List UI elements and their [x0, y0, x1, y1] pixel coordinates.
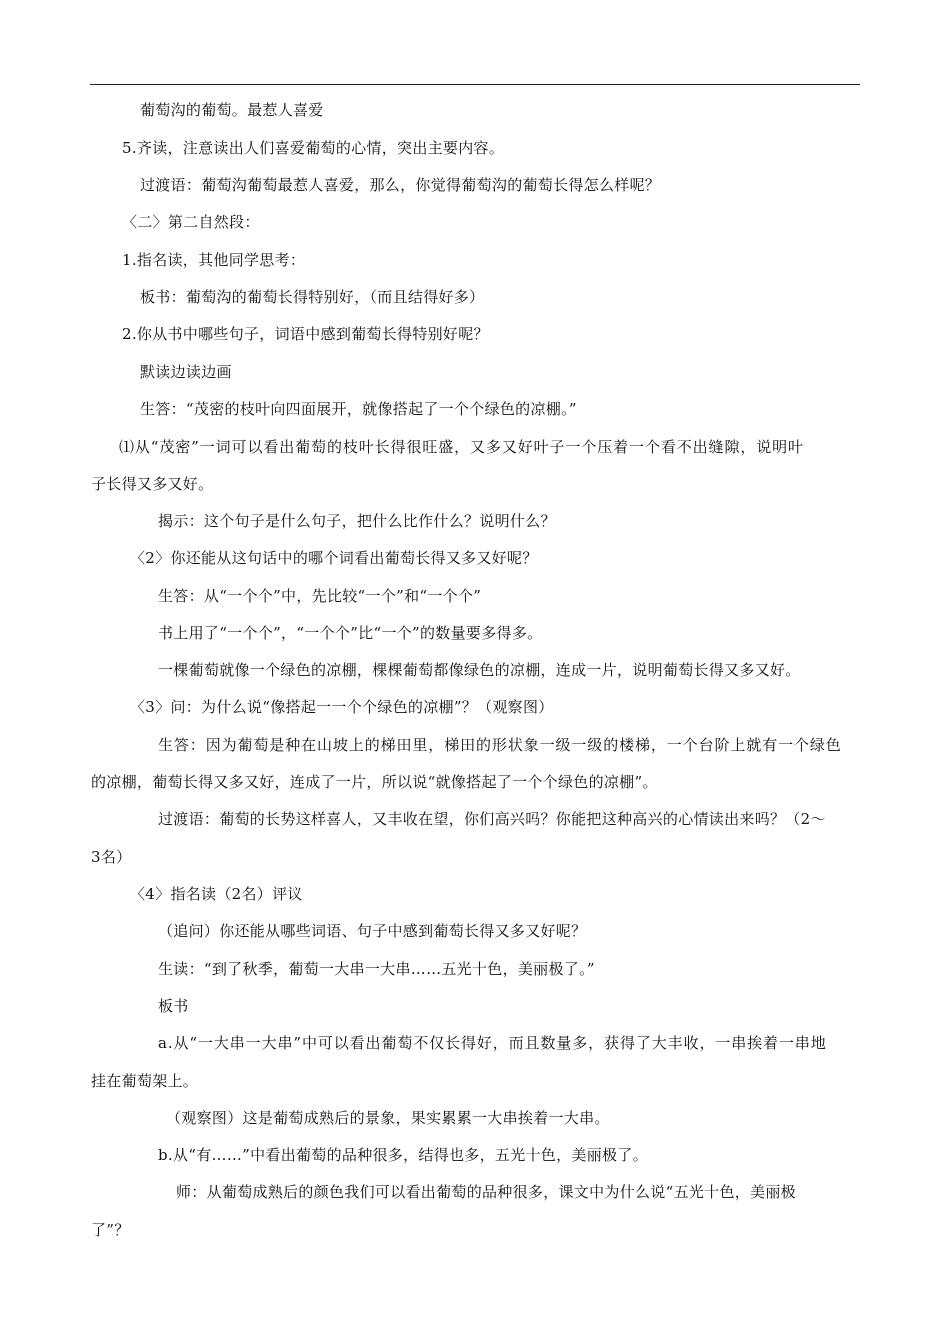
text-line: 生答：因为葡萄是种在山坡上的梯田里，梯田的形状象一级一级的楼梯，一个台阶上就有一个绿色 [158, 736, 842, 754]
text-line: 〈4〉指名读（2名）评议 [130, 885, 303, 903]
text-line: ⑴从“茂密”一词可以看出葡萄的枝叶长得很旺盛，又多又好叶子一个压着一个看不出缝隙，说明叶 [119, 438, 804, 456]
text-line: 了”？ [91, 1221, 130, 1239]
text-line: 一棵葡萄就像一个绿色的凉棚，棵棵葡萄都像绿色的凉棚，连成一片，说明葡萄长得又多又好。 [158, 661, 801, 679]
text-line: 默读边读边画 [140, 363, 232, 381]
text-line: 5.齐读，注意读出人们喜爱葡萄的心情，突出主要内容。 [122, 139, 505, 157]
text-line: 生答：从“一个个”中，先比较“一个”和“一个个” [158, 587, 482, 605]
text-line: 生读：“到了秋季，葡萄一大串一大串……五光十色，美丽极了。” [158, 960, 595, 978]
text-line: 揭示：这个句子是什么句子，把什么比作什么？说明什么？ [158, 512, 556, 530]
text-line: 2.你从书中哪些句子，词语中感到葡萄长得特别好呢？ [122, 325, 489, 343]
text-line: 书上用了“一个个”，“一个个”比“一个”的数量要多得多。 [158, 624, 543, 642]
text-line: 板书：葡萄沟的葡萄长得特别好，（而且结得好多） [140, 288, 485, 306]
text-line: 葡萄沟的葡萄。最惹人喜爱 [140, 101, 324, 119]
text-line: 过渡语：葡萄的长势这样喜人，又丰收在望，你们高兴吗？你能把这种高兴的心情读出来吗？（2～ [158, 810, 826, 828]
text-line: 板书 [158, 997, 189, 1015]
text-line: 过渡语：葡萄沟葡萄最惹人喜爱，那么，你觉得葡萄沟的葡萄长得怎么样呢？ [140, 176, 661, 194]
text-line: 〈3〉问：为什么说“像搭起一一个个绿色的凉棚”？（观察图） [130, 698, 554, 716]
text-line: 〈2〉你还能从这句话中的哪个词看出葡萄长得又多又好呢？ [130, 549, 538, 567]
text-line: 1.指名读，其他同学思考： [122, 251, 306, 269]
text-line: （观察图）这是葡萄成熟后的景象，果实累累一大串挨着一大串。 [166, 1109, 610, 1127]
header-rule [90, 84, 860, 85]
text-line: b.从“有……”中看出葡萄的品种很多，结得也多，五光十色，美丽极了。 [158, 1146, 648, 1164]
text-line: 生答：“茂密的枝叶向四面展开，就像搭起了一个个绿色的凉棚。” [140, 400, 577, 418]
text-line: 〈二〉第二自然段： [122, 213, 260, 231]
text-line: （追问）你还能从哪些词语、句子中感到葡萄长得又多又好呢？ [158, 922, 587, 940]
text-line: 挂在葡萄架上。 [91, 1072, 199, 1090]
text-line: 师：从葡萄成熟后的颜色我们可以看出葡萄的品种很多，课文中为什么说“五光十色，美丽极 [176, 1183, 796, 1201]
text-line: 的凉棚，葡萄长得又多又好，连成了一片，所以说“就像搭起了一个个绿色的凉棚”。 [91, 773, 658, 791]
text-line: a.从“一大串一大串”中可以看出葡萄不仅长得好，而且数量多，获得了大丰收，一串挨着一串地 [158, 1034, 827, 1052]
text-line: 3名） [91, 848, 132, 866]
text-line: 子长得又多又好。 [91, 475, 214, 493]
